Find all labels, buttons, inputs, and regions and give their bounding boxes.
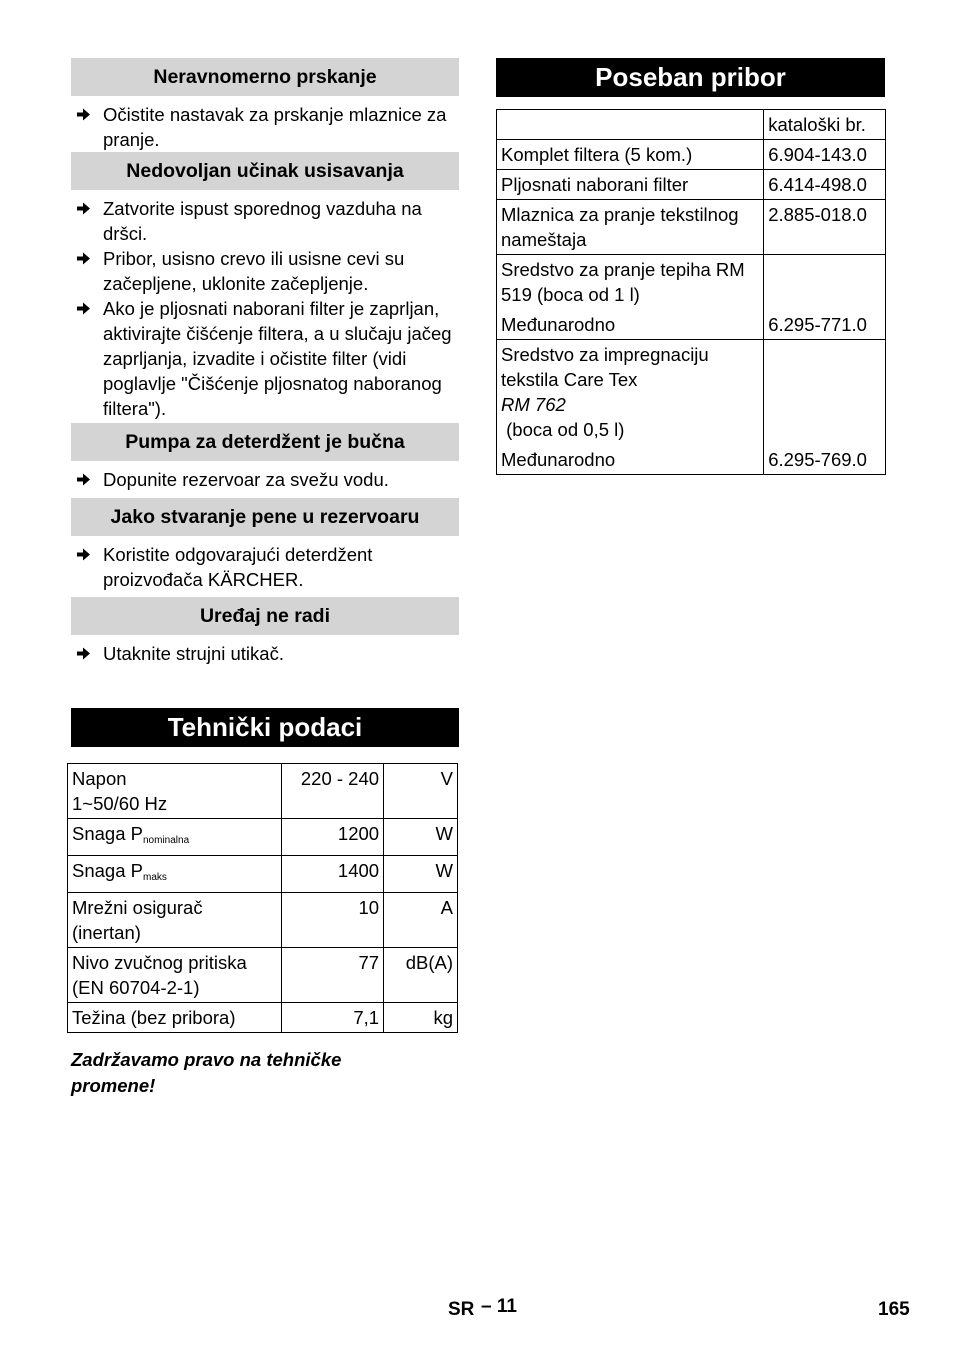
list-item: Pribor, usisno crevo ili usisne cevi su začepljene, uklonite začepljenje. bbox=[71, 246, 459, 296]
section-title: Poseban pribor bbox=[496, 58, 885, 97]
table-row: Sredstvo za impregnaciju tekstila Care Tex RM 762 (boca od 0,5 l) Međunarodno 6.295-769.0 bbox=[497, 340, 886, 475]
arrow-right-icon bbox=[73, 196, 93, 221]
table-row: Pljosnati naborani filter 6.414-498.0 bbox=[497, 170, 886, 200]
section-title: Tehnički podaci bbox=[71, 708, 459, 747]
table-row: Snaga $P_{maks}$ 1400 W bbox=[68, 856, 458, 893]
list-item: Koristite odgovarajući deterdžent proizvođača KÄRCHER. bbox=[71, 542, 459, 597]
tech-table bbox=[67, 763, 458, 1033]
arrow-right-icon bbox=[73, 542, 93, 567]
list-item: Dopunite rezervoar za svežu vodu. bbox=[71, 467, 459, 498]
footer-lang: SR bbox=[448, 1299, 475, 1320]
table-row: Težina (bez pribora) 7,1 kg bbox=[68, 1003, 458, 1033]
bullet-list bbox=[71, 196, 459, 421]
list-item: Zatvorite ispust sporednog vazduha na dršci. bbox=[71, 196, 459, 246]
table-header-row: kataloški br. bbox=[497, 110, 886, 140]
list-item: Očistite nastavak za prskanje mlaznice za pranje. bbox=[71, 102, 459, 152]
table-row: Komplet filtera (5 kom.) 6.904-143.0 bbox=[497, 140, 886, 170]
bullet-list bbox=[71, 641, 459, 666]
left-column bbox=[71, 58, 459, 666]
arrow-right-icon bbox=[73, 296, 93, 321]
footer-section-page: – 11 bbox=[481, 1296, 517, 1317]
table-row: Mrežni osigurač (inertan) 10 A bbox=[68, 893, 458, 948]
disclaimer-note: Zadržavamo pravo na tehničke promene! bbox=[71, 1049, 342, 1096]
table-row: Nivo zvučnog pritiska (EN 60704-2-1) 77 dB(A) bbox=[68, 948, 458, 1003]
section-heading: Nedovoljan učinak usisavanja bbox=[71, 152, 459, 190]
table-row: Mlaznica za pranje tekstilnog nameštaja 2.885-018.0 bbox=[497, 200, 886, 255]
table-row: Sredstvo za pranje tepiha RM 519 (boca od 1 l) Međunarodno 6.295-771.0 bbox=[497, 255, 886, 340]
table-row: Napon 1~50/60 Hz 220 - 240 V bbox=[68, 764, 458, 819]
bullet-list bbox=[71, 542, 459, 597]
table-row: Snaga $P_{nominalna}$ 1200 W bbox=[68, 819, 458, 856]
list-item: Utaknite strujni utikač. bbox=[71, 641, 459, 666]
arrow-right-icon bbox=[73, 467, 93, 492]
bullet-list bbox=[71, 102, 459, 152]
section-heading: Pumpa za deterdžent je bučna bbox=[71, 423, 459, 461]
arrow-right-icon bbox=[73, 246, 93, 271]
section-heading: Uređaj ne radi bbox=[71, 597, 459, 635]
bullet-list bbox=[71, 467, 459, 498]
arrow-right-icon bbox=[73, 641, 93, 666]
tech-section bbox=[71, 708, 459, 747]
section-heading: Neravnomerno prskanje bbox=[71, 58, 459, 96]
page-number: 165 bbox=[878, 1299, 910, 1320]
list-item: Ako je pljosnati naborani filter je zaprljan, aktivirajte čišćenje filtera, a u slučaju jačeg zaprljanja, izvadite i očistite filter (vidi poglavlje "Čišćenje pljosnatog naboranog filtera"). bbox=[71, 296, 459, 421]
accessories-table bbox=[496, 109, 886, 475]
accessories-section bbox=[496, 58, 885, 97]
section-heading: Jako stvaranje pene u rezervoaru bbox=[71, 498, 459, 536]
arrow-right-icon bbox=[73, 102, 93, 127]
